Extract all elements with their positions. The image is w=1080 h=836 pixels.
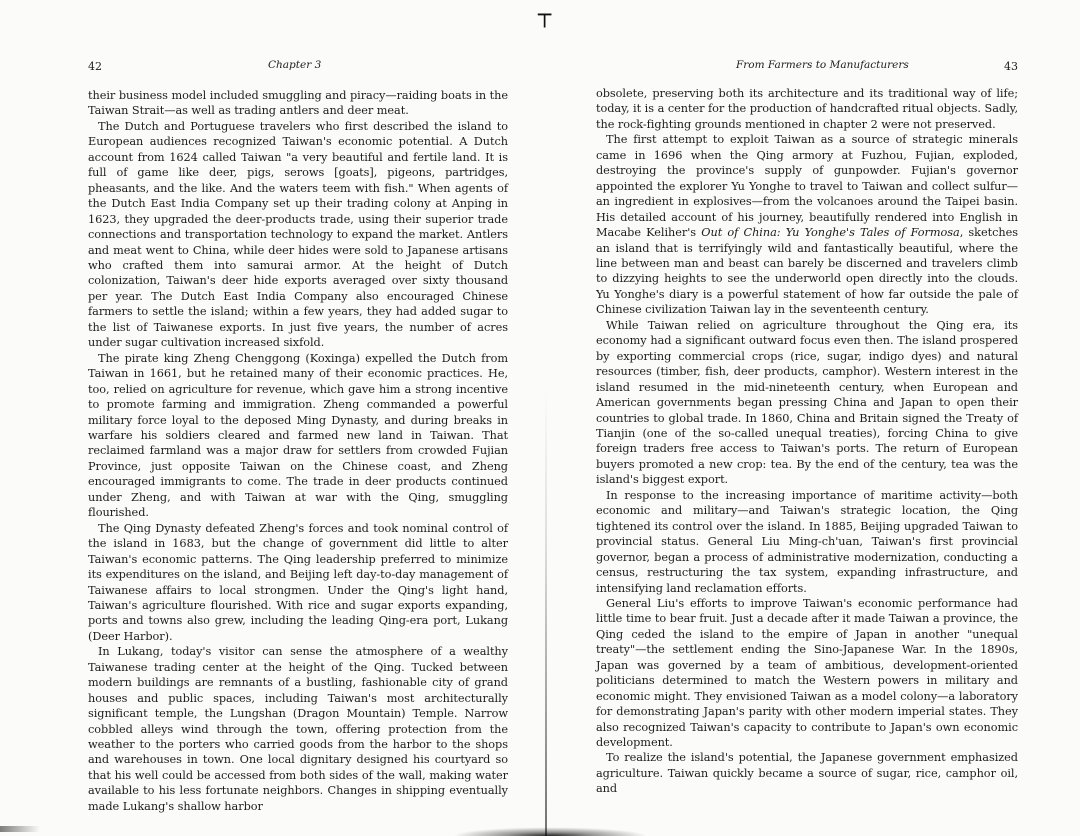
book-title: Out of China: Yu Yonghe's Tales of Formosa xyxy=(701,226,960,240)
paragraph-text: , sketches an island that is terrifyingly wild and fantastically beautiful, where the line between man and beast can barely be discerned and travelers climb to dizzying heights to see the underworld open directly into the clouds. Yu Yonghe's diary is a powerful statement of how far outside the pale of Chinese civilization Taiwan lay in the seventeenth century. xyxy=(596,226,1018,317)
gutter-foot-shadow xyxy=(440,826,660,836)
right-running-head xyxy=(596,56,1018,72)
left-page xyxy=(88,56,508,814)
left-running-title: Chapter 3 xyxy=(268,59,322,71)
right-running-title: From Farmers to Manufacturers xyxy=(736,59,909,71)
paragraph-text: The first attempt to exploit Taiwan as a source of strategic minerals came in 1696 when the Qing armory at Fuzhou, Fujian, exploded, destroying the province's supply of gunpowder. Fujian's governor appointed the explorer Yu Yonghe to travel to Taiwan and collect sulfur—an ingredient in explosives—from the volcanoes around the Taipei basin. His detailed account of his journey, beautifully rendered into English in Macabe Keliher's xyxy=(596,133,1018,240)
paragraph: The Qing Dynasty defeated Zheng's forces and took nominal control of the island in 1683, but the change of government did little to alter Taiwan's economic patterns. The Qing leadership preferred to minimize its expenditures on the island, and Beijing left day-to-day management of Taiwanese affairs to local strongmen. Under the Qing's light hand, Taiwan's agriculture flourished. With rice and sugar exports expanding, ports and towns also grew, including the leading Qing-era port, Lukang (Deer Harbor). xyxy=(88,521,508,643)
paragraph: The Dutch and Portuguese travelers who first described the island to European audiences recognized Taiwan's economic potential. A Dutch account from 1624 called Taiwan "a very beautiful and fertile land. It is full of game like deer, pigs, serows [goats], pigeons, partridges, pheasants, and the like. And the waters teem with fish." When agents of the Dutch East India Company set up their trading colony at Anping in 1623, they upgraded the deer-products trade, using their superior trade connections and transportation technology to expand the market. Antlers and meat went to China, while deer hides were sold to Japanese artisans who crafted them into samurai armor. At the height of Dutch colonization, Taiwan's deer hide exports averaged over sixty thousand per year. The Dutch East India Company also encouraged Chinese farmers to settle the island; within a few years, they had added sugar to the list of Taiwanese exports. In just five years, the number of acres under sugar cultivation increased sixfold. xyxy=(88,119,508,350)
paragraph: obsolete, preserving both its architecture and its traditional way of life; today, it is a center for the production of handcrafted ritual objects. Sadly, the rock-fighting grounds mentioned in chapter 2 were not preserved. xyxy=(596,87,1018,131)
paragraph: their business model included smuggling and piracy—raiding boats in the Taiwan Strait—as well as trading antlers and deer meat. xyxy=(88,89,508,118)
clip-mark: ┬ xyxy=(538,3,552,28)
page-edge xyxy=(0,826,40,832)
paragraph xyxy=(596,132,1018,317)
paragraph: The pirate king Zheng Chenggong (Koxinga) expelled the Dutch from Taiwan in 1661, but he retained many of their economic practices. He, too, relied on agriculture for revenue, which gave him a strong incentive to promote farming and immigration. Zheng commanded a powerful military force loyal to the deposed Ming Dynasty, and during breaks in warfare his soldiers cleared and farmed new land in Taiwan. That reclaimed farmland was a major draw for settlers from crowded Fujian Province, just opposite Taiwan on the Chinese coast, and Zheng encouraged immigrants to come. The trade in deer products continued under Zheng, and with Taiwan at war with the Qing, smuggling flourished. xyxy=(88,351,508,520)
paragraph: In response to the increasing importance of maritime activity—both economic and military—and Taiwan's strategic location, the Qing tightened its control over the island. In 1885, Beijing upgraded Taiwan to provincial status. General Liu Ming-ch'uan, Taiwan's first provincial governor, began a process of administrative modernization, conducting a census, restructuring the tax system, expanding infrastructure, and intensifying land reclamation efforts. xyxy=(596,488,1018,595)
right-body-text xyxy=(596,86,1018,797)
gutter-shadow xyxy=(545,390,547,836)
paragraph: In Lukang, today's visitor can sense the atmosphere of a wealthy Taiwanese trading center at the height of the Qing. Tucked between modern buildings are remnants of a bustling, fashionable city of grand houses and public spaces, including Taiwan's most architecturally significant temple, the Lungshan (Dragon Mountain) Temple. Narrow cobbled alleys wind through the town, offering protection from the weather to the porters who carried goods from the harbor to the shops and warehouses in town. One local dignitary designed his courtyard so that his well could be accessed from both sides of the wall, making water available to his less fortunate neighbors. Changes in shipping eventually made Lukang's shallow harbor xyxy=(88,645,508,813)
left-running-head xyxy=(88,56,508,72)
left-page-number: 42 xyxy=(88,60,102,73)
right-page xyxy=(596,56,1018,797)
left-body-text xyxy=(88,88,508,814)
right-page-number: 43 xyxy=(1004,60,1018,73)
paragraph: General Liu's efforts to improve Taiwan's economic performance had little time to bear fruit. Just a decade after it made Taiwan a province, the Qing ceded the island to the empire of Japan in another "unequal treaty"—the settlement ending the Sino-Japanese War. In the 1890s, Japan was governed by a team of ambitious, development-oriented politicians determined to match the Western powers in military and economic might. They envisioned Taiwan as a model colony—a laboratory for demonstrating Japan's parity with other modern imperial states. They also recognized Taiwan's capacity to contribute to Japan's own economic development. xyxy=(596,596,1018,750)
paragraph: While Taiwan relied on agriculture throughout the Qing era, its economy had a significant outward focus even then. The island prospered by exporting commercial crops (rice, sugar, indigo dyes) and natural resources (timber, fish, deer products, camphor). Western interest in the island resumed in the mid-nineteenth century, when European and American governments began pressing China and Japan to open their countries to global trade. In 1860, China and Britain signed the Treaty of Tianjin (one of the so-called unequal treaties), forcing China to give foreign traders free access to Taiwan's ports. The return of European buyers promoted a new crop: tea. By the end of the century, tea was the island's biggest export. xyxy=(596,318,1018,487)
paragraph: To realize the island's potential, the Japanese government emphasized agriculture. Taiwan quickly became a source of sugar, rice, camphor oil, and xyxy=(596,751,1018,796)
